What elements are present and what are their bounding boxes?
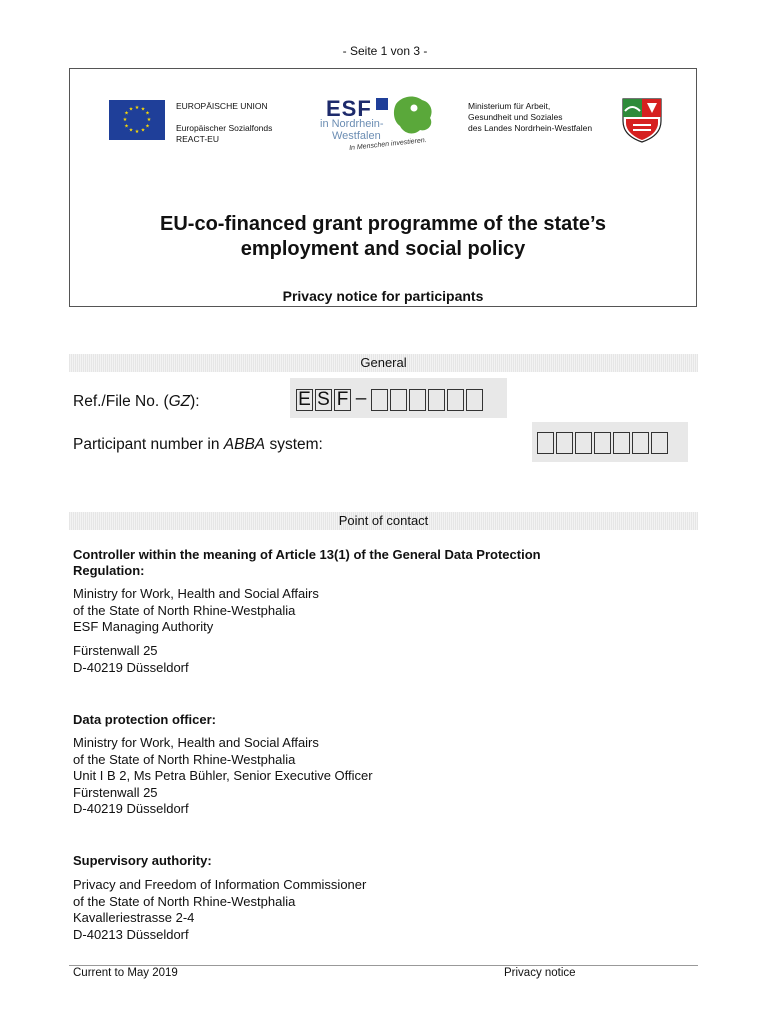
supervisory-details [73,877,366,943]
participant-digit-box[interactable] [556,432,573,454]
svg-text:★: ★ [145,123,150,130]
footer-doc-name: Privacy notice [504,967,576,979]
svg-text:★: ★ [122,117,128,123]
eu-logo-text [176,101,272,145]
svg-text:★: ★ [134,129,140,135]
controller-details [73,586,319,636]
participant-number-field[interactable] [537,432,670,454]
controller-line: of the State of North Rhine-Westphalia [73,602,296,618]
ref-char-box: E [296,389,313,411]
esf-tagline: In Menschen investieren. [348,136,427,153]
supervisory-line: D-40213 Düsseldorf [73,926,189,942]
document-title [69,212,697,262]
ref-digit-box[interactable] [428,389,445,411]
controller-heading-line: Regulation: [73,563,145,578]
eu-line: Europäischer Sozialfonds [176,123,273,133]
ref-label-em: GZ [168,393,191,410]
eu-line-spacer [176,112,272,123]
ref-label-pre: Ref./File No. ( [73,393,169,410]
supervisory-line: Kavalleriestrasse 2-4 [73,910,195,925]
svg-text:★: ★ [145,110,150,117]
eu-flag-logo [109,100,165,140]
ref-digit-box[interactable] [409,389,426,411]
participant-label-post: system: [265,436,323,453]
ref-char-box: F [334,389,351,411]
dpo-line: D-40219 Düsseldorf [73,801,189,816]
address-line: D-40219 Düsseldorf [73,659,189,675]
address-line: Fürstenwall 25 [73,643,158,658]
contact-section-bar: Point of contact [69,512,698,530]
esf-logo-word: ESF [326,96,372,121]
dpo-details [73,735,373,818]
eu-line: EUROPÄISCHE UNION [176,101,268,111]
title-line: employment and social policy [240,238,526,260]
participant-digit-box[interactable] [632,432,649,454]
esf-region-line: Westfalen [332,130,381,142]
esf-region-line: in Nordrhein- [320,118,384,130]
svg-text:★: ★ [128,127,134,134]
ministry-line: Ministerium für Arbeit, [468,101,551,111]
ministry-line: des Landes Nordrhein-Westfalen [468,123,593,133]
ref-digit-box[interactable] [371,389,388,411]
dpo-line: Unit I B 2, Ms Petra Bühler, Senior Executive Officer [73,768,373,783]
svg-text:★: ★ [128,106,134,113]
controller-line: ESF Managing Authority [73,619,214,634]
svg-text:★: ★ [134,105,140,111]
document-subtitle: Privacy notice for participants [282,288,484,304]
dpo-line: of the State of North Rhine-Westphalia [73,751,296,767]
nrw-coat-of-arms-icon [621,97,663,143]
ref-label-post: ): [190,393,200,410]
ministry-logo-text [468,101,592,134]
participant-digit-box[interactable] [575,432,592,454]
participant-number-label [73,436,323,454]
eu-line: REACT-EU [176,134,219,144]
ref-digit-box[interactable] [466,389,483,411]
participant-label-pre: Participant number in [73,436,224,453]
supervisory-heading: Supervisory authority: [73,853,212,868]
controller-heading [73,547,541,579]
controller-address [73,643,189,676]
controller-heading-line: Controller within the meaning of Article 13(1) of the General Data Protection [73,547,541,562]
ref-dash: – [355,388,367,409]
ref-file-field[interactable] [296,389,485,411]
esf-logo-region [320,118,384,142]
svg-text:★: ★ [124,110,129,117]
page-indicator: - Seite 1 von 3 - [342,44,428,58]
svg-text:★: ★ [124,123,129,130]
participant-label-em: ABBA [223,436,266,453]
participant-digit-box[interactable] [651,432,668,454]
participant-digit-box[interactable] [594,432,611,454]
svg-text:★: ★ [146,117,152,123]
dpo-line: Ministry for Work, Health and Social Affairs [73,735,319,750]
supervisory-line: of the State of North Rhine-Westphalia [73,893,296,909]
participant-digit-box[interactable] [613,432,630,454]
title-line: EU-co-financed grant programme of the state’s [160,213,606,235]
ref-digit-box[interactable] [390,389,407,411]
ref-digit-box[interactable] [447,389,464,411]
participant-digit-box[interactable] [537,432,554,454]
footer-date: Current to May 2019 [73,967,178,979]
ministry-line: Gesundheit und Soziales [468,112,563,122]
general-section-bar: General [69,354,698,372]
ref-file-label [73,393,200,411]
dpo-heading: Data protection officer: [73,712,217,727]
footer-divider [69,965,698,966]
svg-text:★: ★ [140,127,146,134]
svg-text:★: ★ [140,106,146,113]
dpo-line: Fürstenwall 25 [73,784,158,800]
controller-line: Ministry for Work, Health and Social Affairs [73,586,319,601]
ref-char-box: S [315,389,332,411]
supervisory-line: Privacy and Freedom of Information Commissioner [73,877,367,892]
